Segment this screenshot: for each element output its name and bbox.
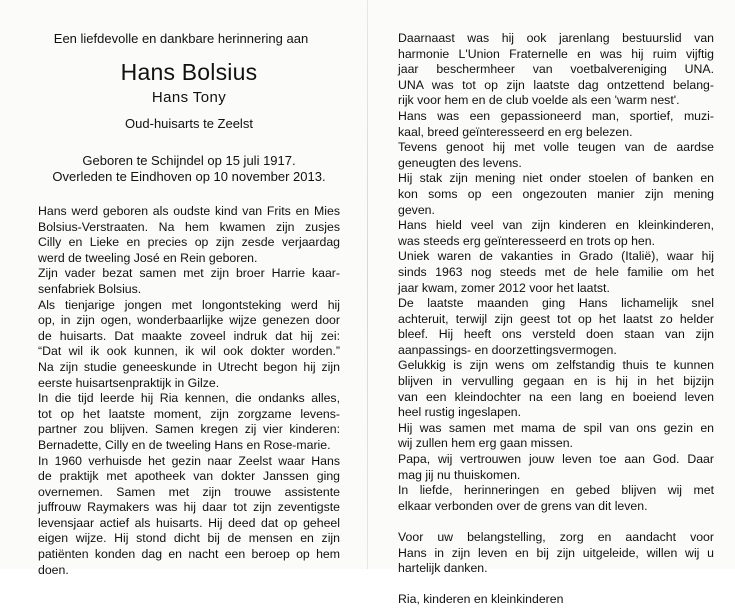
text-line: doen. <box>38 562 69 577</box>
text-line: geven. <box>398 202 435 217</box>
text-line: eigen wijze. Hij stond dicht bij de mensen en zijn <box>38 531 340 546</box>
text-line: patiënten konden dag en nacht een beroep op hem <box>38 547 340 562</box>
text-line: Hans in zijn leven en bij zijn uitgeleide, willen wij u <box>398 545 714 560</box>
text-line: eerste huisartsenpraktijk in Gilze. <box>38 375 220 390</box>
text-line: elkaar verbonden over de grens van dit leven. <box>398 498 648 513</box>
text-line: In liefde, herinneringen en gebed blijven wij met <box>398 483 714 498</box>
text-line: Bolsius-Verstraaten. Na hem kwamen zijn zusjes <box>38 219 340 234</box>
text-line: kon soms op een ongezouten manier zijn mening <box>398 186 714 201</box>
text-line: geneugten des levens. <box>398 155 522 170</box>
text-line: Als tienjarige jongen met longontsteking werd hij <box>38 297 340 312</box>
text-line: Uniek waren de vakanties in Grado (Italië), waar hij <box>398 249 714 264</box>
text-line: kaal, breed geïnteresseerd en erg belezen. <box>398 124 633 139</box>
text-line: aanpassings- en doorzettingsvermogen. <box>398 342 617 357</box>
text-line: senfabriek Bolsius. <box>38 281 142 296</box>
intro-text: Een liefdevolle en dankbare herinnering aan <box>53 31 309 46</box>
text-line: tot op het laatste moment, zijn zorgzame levens- <box>38 406 340 421</box>
text-line: Na zijn studie geneeskunde in Utrecht begon hij zijn <box>38 359 340 374</box>
text-line: hartelijk danken. <box>398 561 488 576</box>
text-line: rijk voor hem en de club voelde als een 'warm nest'. <box>398 93 680 108</box>
text-line: overnemen. Samen met zijn trouwe assistente <box>38 484 340 499</box>
text-line: levensjaar actief als huisarts. Hij deed dat op geheel <box>38 515 340 530</box>
left-biography <box>38 204 340 578</box>
life-dates <box>38 153 340 185</box>
text-line: achteruit, terwijl zijn geest tot op het laatst zo helder <box>398 311 714 326</box>
role-text: Oud-huisarts te Zeelst <box>125 116 253 131</box>
text-line: jaar beschermheer van voetbalvereniging UNA. <box>398 62 714 77</box>
text-line: mag jij nu thuiskomen. <box>398 467 521 482</box>
text-line: Hij was samen met mama de spil van ons gezin en <box>398 420 714 435</box>
text-line: wij zullen hem erg gaan missen. <box>398 436 573 451</box>
text-line: Hij stak zijn mening niet onder stoelen of banken en <box>398 171 714 186</box>
text-line: Hans hield veel van zijn kinderen en kleinkinderen, <box>398 218 714 233</box>
deceased-subname: Hans Tony <box>151 89 227 106</box>
text-line: van een kleindochter na een lang en boeiend leven <box>398 389 714 404</box>
birth-line: Geboren te Schijndel op 15 juli 1917. <box>82 153 296 168</box>
death-line: Overleden te Eindhoven op 10 november 2013. <box>52 169 326 184</box>
text-line: In die tijd leerde hij Ria kennen, die ondanks alles, <box>38 391 340 406</box>
intro-line <box>50 31 312 47</box>
text-line: harmonie L'Union Fraternelle en was hij ruim vijftig <box>398 46 714 61</box>
signature: Ria, kinderen en kleinkinderen <box>398 592 564 607</box>
text-line: De laatste maanden ging Hans lichamelijk snel <box>398 296 714 311</box>
text-line: Zijn vader bezat samen met zijn broer Harrie kaar- <box>38 266 340 281</box>
text-line: Daarnaast was hij ook jarenlang bestuurslid van <box>398 31 714 45</box>
text-line: Voor uw belangstelling, zorg en aandacht voor <box>398 530 714 544</box>
right-biography <box>398 31 714 608</box>
text-line: “Dat wil ik ook kunnen, ik wil ook dokter worden.” <box>38 344 340 359</box>
text-line: Cilly en Lieke en precies op zijn zesde verjaardag <box>38 235 340 250</box>
text-line: Hans werd geboren als oudste kind van Frits en Mies <box>38 204 340 218</box>
text-line: Gelukkig is zijn wens om zelfstandig thuis te kunnen <box>398 358 714 373</box>
text-line: In 1960 verhuisde het gezin naar Zeelst waar Hans <box>38 453 340 468</box>
text-line: sinds 1963 nog steeds met de hele familie om het <box>398 264 714 279</box>
text-line: Papa, wij vertrouwen jouw leven toe aan God. Daar <box>398 452 714 467</box>
text-line: Tevens genoot hij met volle teugen van de aardse <box>398 140 714 155</box>
text-line: werd de tweeling José en Rein geboren. <box>38 250 258 265</box>
text-line: heel rustig ingeslapen. <box>398 405 522 420</box>
paragraph-gap <box>398 514 714 530</box>
text-line: op, in zijn ogen, wonderbaarlijke wijze genezen door <box>38 313 340 328</box>
text-line: Hans was een gepassioneerd man, sportief, muzi- <box>398 108 714 123</box>
deceased-role <box>38 116 340 132</box>
text-line: Bernadette, Cilly en de tweeling Hans en Rose-marie. <box>38 437 331 452</box>
deceased-name: Hans Bolsius <box>120 59 258 85</box>
text-line: de praktijk met apotheek van dokter Janssen ging <box>38 469 340 484</box>
text-line: was steeds erg geïnteresseerd en trots op hen. <box>398 233 656 248</box>
text-line: blijven in vervulling gegaan en is hij in het bijzijn <box>398 374 714 389</box>
text-line: de huisarts. Dat maakte zoveel indruk dat hij zei: <box>38 328 340 343</box>
text-line: bleef. Hij heeft ons versteld doen staan van zijn <box>398 327 714 342</box>
text-line: juffrouw Raymakers was hij daar tot zijn zeventigste <box>38 500 340 515</box>
text-line: UNA was tot op zijn laatste dag ontzettend belang- <box>398 77 714 92</box>
paragraph-gap <box>398 577 714 593</box>
card-fold <box>367 0 368 569</box>
text-line: partner zou blijven. Samen kregen zij vier kinderen: <box>38 422 340 437</box>
text-line: jaar kwam, zomer 2012 voor het laatst. <box>398 280 610 295</box>
